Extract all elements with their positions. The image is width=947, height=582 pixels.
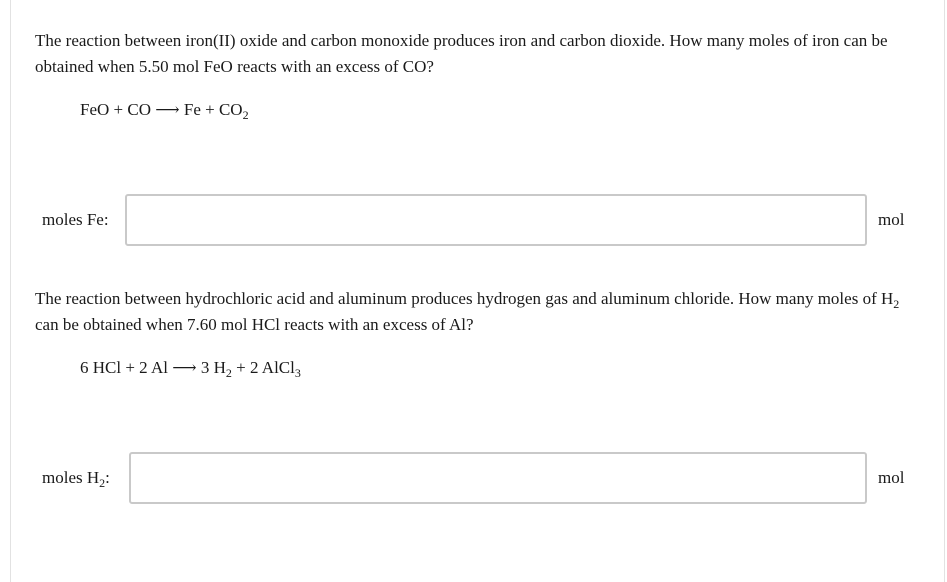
question-2-text-part1: The reaction between hydrochloric acid and aluminum produces hydrogen gas and aluminum chloride. How many moles of H [35, 289, 894, 308]
left-divider [10, 0, 11, 582]
moles-fe-unit: mol [878, 210, 905, 229]
equation-1-reactants: FeO + CO [80, 100, 151, 119]
subscript: 2 [893, 297, 900, 311]
subscript: 2 [99, 476, 106, 490]
reaction-arrow: ⟶ [155, 100, 180, 119]
subscript: 2 [242, 108, 249, 122]
subscript: 2 [225, 366, 232, 380]
question-1-equation [80, 100, 249, 120]
moles-h2-label [42, 468, 110, 488]
question-2-text [35, 286, 920, 338]
equation-2-product-alcl3: + 2 AlCl [231, 358, 295, 377]
equation-2-product-h2: 3 H [200, 358, 226, 377]
right-divider [944, 0, 945, 582]
question-2-text-part2: can be obtained when 7.60 mol HCl reacts with an excess of Al? [35, 315, 474, 334]
question-1-text: The reaction between iron(II) oxide and carbon monoxide produces iron and carbon dioxide. How many moles of iron can be obtained when 5.50 mol FeO reacts with an excess of CO? [35, 31, 888, 76]
label-colon: : [105, 468, 110, 487]
question-2-equation [80, 358, 301, 378]
equation-1-products: Fe + CO [183, 100, 243, 119]
moles-fe-label: moles Fe: [42, 210, 109, 229]
moles-fe-input[interactable] [125, 194, 867, 246]
subscript: 3 [294, 366, 301, 380]
equation-2-reactants: 6 HCl + 2 Al [80, 358, 168, 377]
moles-h2-label-text: moles H [42, 468, 100, 487]
moles-h2-input[interactable] [129, 452, 867, 504]
moles-h2-unit: mol [878, 468, 905, 487]
reaction-arrow: ⟶ [172, 358, 197, 377]
